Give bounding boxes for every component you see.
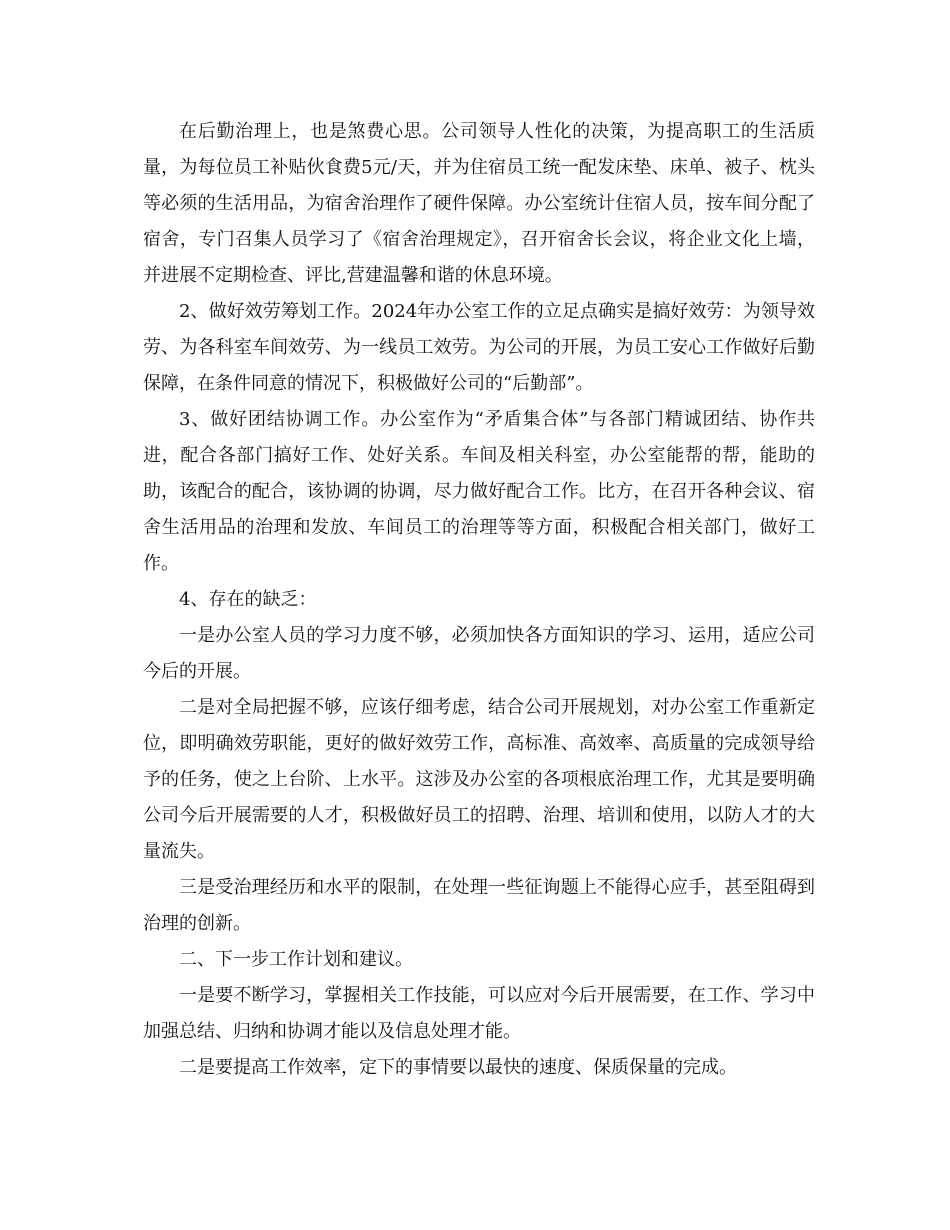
paragraph-plan-1: 一是要不断学习，掌握相关工作技能，可以应对今后开展需要，在工作、学习中加强总结、归纳和协调才能以及信息处理才能。 bbox=[143, 985, 815, 1042]
paragraph-logistics-management: 在后勤治理上，也是煞费心思。公司领导人性化的决策，为提高职工的生活质量，为每位员工补贴伙食费5元/天，并为住宿员工统一配发床垫、床单、被子、枕头等必须的生活用品，为宿舍治理作了硬件保障。办公室统计住宿人员，按车间分配了宿舍，专门召集人员学习了《宿舍治理规定》，召开宿舍长会议，将企业文化上墙，并进展不定期检查、评比,营建温馨和谐的休息环境。 bbox=[143, 121, 815, 286]
paragraph-shortcoming-2: 二是对全局把握不够，应该仔细考虑，结合公司开展规划，对办公室工作重新定位，即明确效劳职能，更好的做好效劳工作，高标准、高效率、高质量的完成领导给予的任务，使之上台阶、上水平。这涉及办公室的各项根底治理工作，尤其是要明确公司今后开展需要的人才，积极做好员工的招聘、治理、培训和使用，以防人才的大量流失。 bbox=[143, 697, 815, 862]
paragraph-next-steps-heading: 二、下一步工作计划和建议。 bbox=[179, 949, 413, 970]
paragraph-shortcoming-1: 一是办公室人员的学习力度不够，必须加快各方面知识的学习、运用，适应公司今后的开展。 bbox=[143, 625, 815, 682]
paragraph-plan-2: 二是要提高工作效率，定下的事情要以最快的速度、保质保量的完成。 bbox=[179, 1057, 737, 1078]
paragraph-shortcoming-3: 三是受治理经历和水平的限制，在处理一些征询题上不能得心应手，甚至阻碍到治理的创新。 bbox=[143, 877, 815, 934]
paragraph-coordination: 3、做好团结协调工作。办公室作为“矛盾集合体”与各部门精诚团结、协作共进，配合各部门搞好工作、处好关系。车间及相关科室，办公室能帮的帮，能助的助，该配合的配合，该协调的协调，尽力做好配合工作。比方，在召开各种会议、宿舍生活用品的治理和发放、车间员工的治理等等方面，积极配合相关部门，做好工作。 bbox=[143, 409, 815, 574]
document-body bbox=[143, 114, 815, 1086]
paragraph-service-planning: 2、做好效劳筹划工作。2024年办公室工作的立足点确实是搞好效劳：为领导效劳、为各科室车间效劳、为一线员工效劳。为公司的开展，为员工安心工作做好后勤保障，在条件同意的情况下，积极做好公司的“后勤部”。 bbox=[143, 301, 815, 394]
paragraph-shortcomings-heading: 4、存在的缺乏： bbox=[179, 589, 317, 610]
